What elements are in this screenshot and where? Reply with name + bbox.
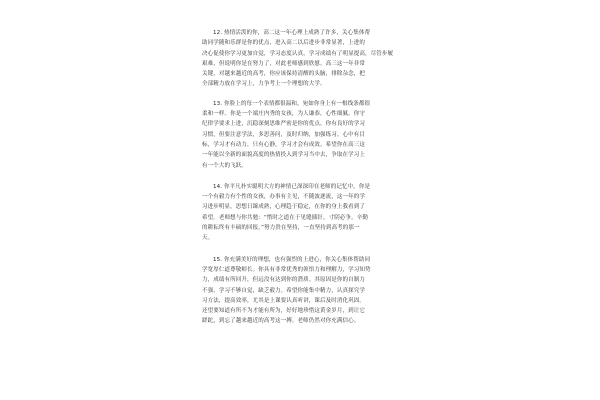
text-line: 14. 你平凡朴实聪明大方的神情已深深印在老师的记忆中。你是 (213, 183, 371, 190)
text-line: 关键，对越来越近的高考，你应该保持清醒的头脑，排除杂念，把 (202, 71, 365, 78)
text-line: 12. 热情活泼的你，高二这一年心理上成熟了许多，关心集体帮 (213, 30, 371, 36)
text-line: 全部精力放在学习上，力争考上一个理想的大学。 (202, 81, 326, 88)
text-line: 希望。老师想与你共勉：“惜时之道在于见缝插针，寸阴必争，辛勤 (202, 214, 368, 221)
text-line: 力，成绩有所回升，但远没有达到你的潜质。其原因是你的自制力 (202, 277, 365, 284)
comment-entry-15 (202, 255, 398, 327)
comment-entry-13 (202, 99, 398, 171)
text-line: 纪律学要求上进，沉稳深刻思维严密是你的优点。你有良好的学习 (202, 121, 365, 128)
text-line: 13. 你脸上的每一个表情都很温和，宛如你身上有一根线条都很 (213, 100, 371, 107)
text-line: 标，学习才有动力，只有心静，学习才会有成效。希望你在高三这 (202, 141, 365, 148)
text-line: 助同学随和乐群是你的优点，进入高二以后进步非常显著，上进的 (202, 40, 365, 47)
text-line: 柔和一样。你是一个端庄内秀的女孩，为人谦恭，心性细腻。你守 (202, 111, 365, 118)
text-line: 学宽厚仁道尊敬师长。你具有非常优秀的领悟力和理解力，学习知势 (202, 266, 371, 273)
comment-entry-12 (202, 28, 398, 90)
text-line: 有一个大的飞跃。 (202, 162, 247, 169)
text-line: 艰难，但说明你是在努力了，对此老师感到欣慰。高三这一年非常 (202, 60, 365, 67)
comment-entry-14 (202, 182, 398, 244)
text-line: 15. 你充满美好的理想，也有强烈的上进心，你关心集体帮助同 (213, 256, 371, 263)
document-body (202, 28, 398, 335)
text-line: 习进步明显，思想日臻成熟，心理趋于稳定，在你的身上我看到了 (202, 204, 365, 211)
text-line: 天。 (202, 235, 214, 242)
text-line: 还望要知道有所不为才能有所为，好好地珍惜这黄金岁月，到让它 (202, 308, 365, 315)
text-line: 一个有毅力有个性的女孩，办事有主见，不随波逐流，这一年的学 (202, 194, 365, 201)
text-line: 一年能以全新的面貌高度的热情投入到学习当中去，争取在学习上 (202, 152, 365, 159)
text-line: 不强，学习不够自觉，缺乏毅力。希望你能集中精力，认真探究学 (202, 287, 365, 294)
text-line: 习惯，但要注意学法，多思善问，及时归纳，加强练习。心中有目 (202, 131, 365, 138)
text-line: 的耕耘终有丰硕的回报。”努力贵在坚持，一直坚持到高考的那一 (202, 225, 360, 232)
text-line: 决心促使你学习更加自觉，学习态度认真，学习成绩有了明显提高，尽管步履 (202, 50, 394, 57)
text-line: 蹉跎，到忘了越来越近的高考这一搏。老师仍然对你充满信心。 (202, 318, 360, 325)
text-line: 习方法，提高效率，尤其是上课要认真听讲，课后及时消化巩固。 (202, 297, 365, 304)
